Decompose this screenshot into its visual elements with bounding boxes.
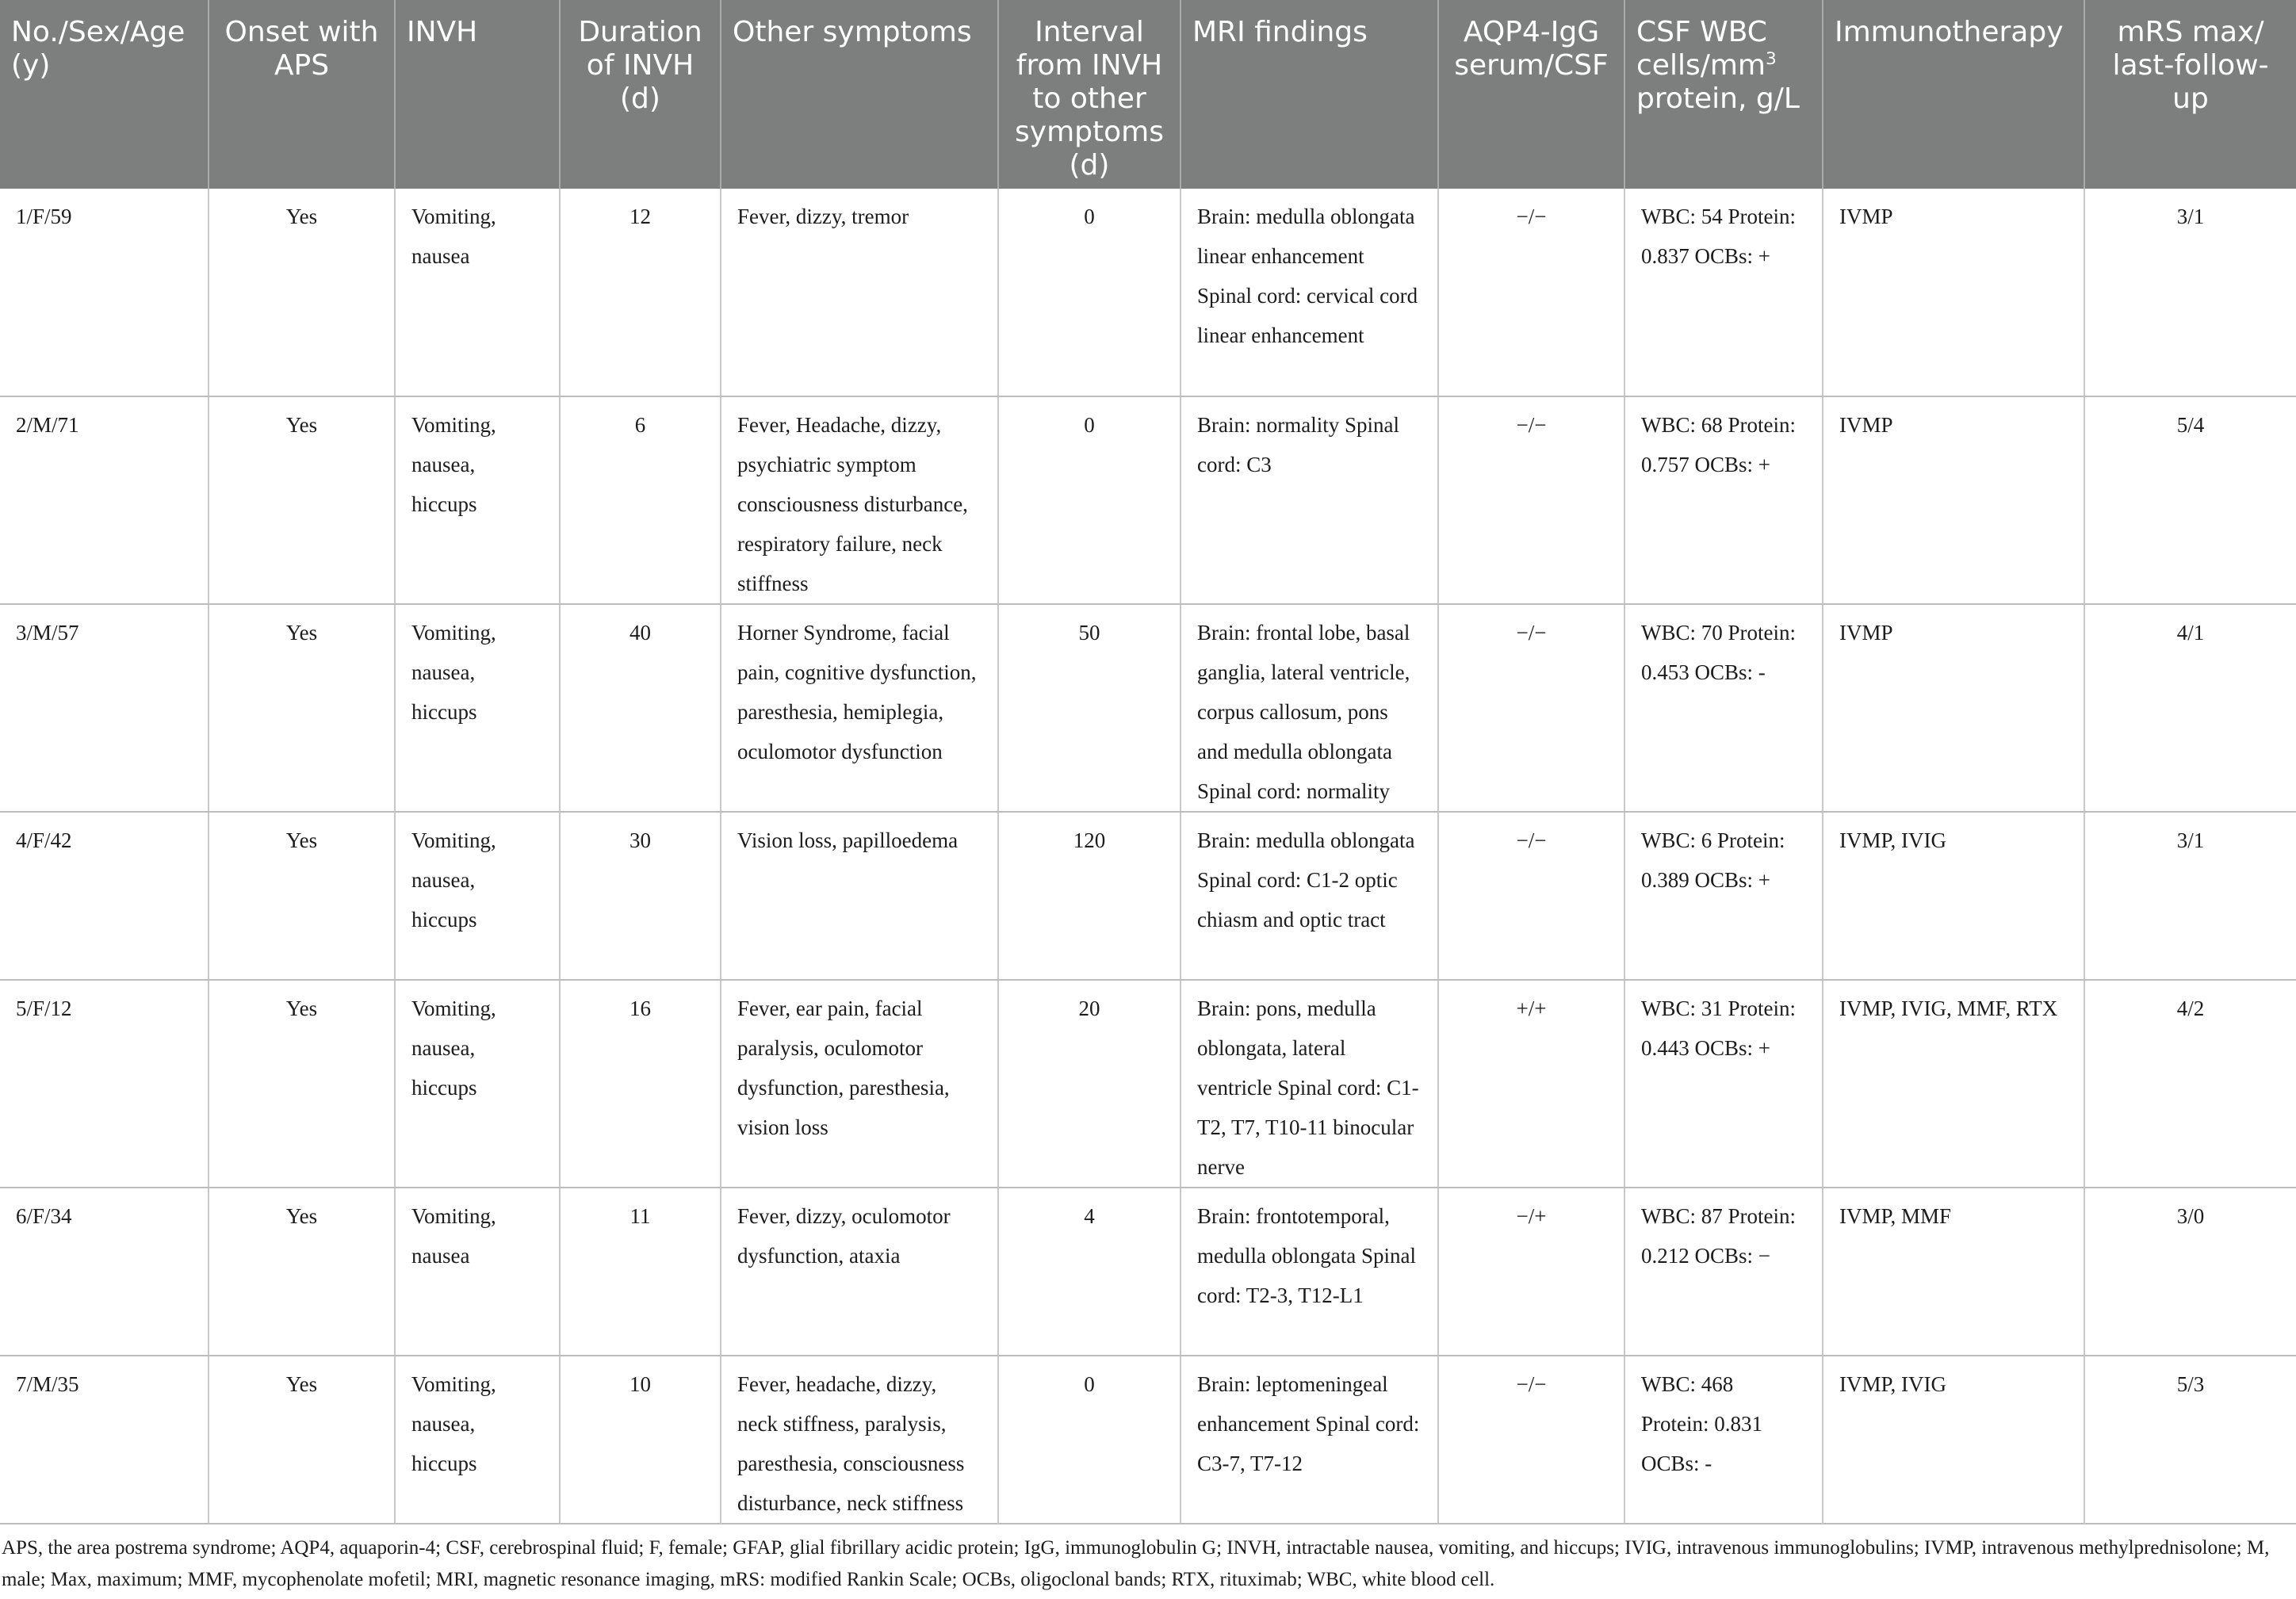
- cell-invh: Vomiting, nausea, hiccups: [395, 604, 560, 812]
- cell-no-sex-age: 3/M/57: [0, 604, 209, 812]
- cell-mrs: 3/1: [2084, 812, 2296, 980]
- cell-immunotherapy: IVMP: [1823, 396, 2084, 604]
- cell-csf: WBC: 70 Protein: 0.453 OCBs: -: [1624, 604, 1823, 812]
- cell-invh: Vomiting, nausea, hiccups: [395, 396, 560, 604]
- cell-csf: WBC: 68 Protein: 0.757 OCBs: +: [1624, 396, 1823, 604]
- cell-csf: WBC: 87 Protein: 0.212 OCBs: −: [1624, 1188, 1823, 1356]
- cell-no-sex-age: 4/F/42: [0, 812, 209, 980]
- cell-csf: WBC: 54 Protein: 0.837 OCBs: +: [1624, 189, 1823, 396]
- col-header-mrs: mRS max/ last-follow-up: [2084, 0, 2296, 189]
- csf-header-tail: protein, g/L: [1636, 82, 1800, 115]
- cell-invh: Vomiting, nausea: [395, 1188, 560, 1356]
- cell-aqp4: −/−: [1438, 604, 1624, 812]
- cell-onset-aps: Yes: [209, 1356, 395, 1524]
- col-header-aqp4: AQP4-IgG serum/CSF: [1438, 0, 1624, 189]
- header-row: [0, 0, 2296, 189]
- cell-interval: 0: [998, 1356, 1181, 1524]
- cell-duration: 40: [560, 604, 721, 812]
- cell-no-sex-age: 5/F/12: [0, 980, 209, 1188]
- cell-duration: 6: [560, 396, 721, 604]
- cell-onset-aps: Yes: [209, 980, 395, 1188]
- table-row: [0, 1188, 2296, 1356]
- table-row: [0, 189, 2296, 396]
- csf-header-sup: 3: [1765, 49, 1777, 69]
- cell-mrs: 4/1: [2084, 604, 2296, 812]
- table-row: [0, 604, 2296, 812]
- cell-mri-findings: Brain: frontotemporal, medulla oblongata Spinal cord: T2-3, T12-L1: [1181, 1188, 1438, 1356]
- cell-duration: 30: [560, 812, 721, 980]
- cell-csf: WBC: 6 Protein: 0.389 OCBs: +: [1624, 812, 1823, 980]
- cell-no-sex-age: 6/F/34: [0, 1188, 209, 1356]
- csf-header-main: CSF WBC cells/mm: [1636, 16, 1767, 82]
- cell-immunotherapy: IVMP, MMF: [1823, 1188, 2084, 1356]
- cell-invh: Vomiting, nausea, hiccups: [395, 980, 560, 1188]
- cell-mrs: 3/0: [2084, 1188, 2296, 1356]
- table-row: [0, 980, 2296, 1188]
- cell-interval: 120: [998, 812, 1181, 980]
- cell-other-symptoms: Fever, dizzy, oculomotor dysfunction, ataxia: [721, 1188, 998, 1356]
- cell-mrs: 3/1: [2084, 189, 2296, 396]
- col-header-immunotherapy: Immunotherapy: [1823, 0, 2084, 189]
- cell-immunotherapy: IVMP, IVIG: [1823, 1356, 2084, 1524]
- cell-csf: WBC: 31 Protein: 0.443 OCBs: +: [1624, 980, 1823, 1188]
- col-header-other-symptoms: Other symptoms: [721, 0, 998, 189]
- cell-onset-aps: Yes: [209, 189, 395, 396]
- cell-onset-aps: Yes: [209, 812, 395, 980]
- cell-invh: Vomiting, nausea, hiccups: [395, 1356, 560, 1524]
- cell-mri-findings: Brain: pons, medulla oblongata, lateral ventricle Spinal cord: C1-T2, T7, T10-11 binocular nerve: [1181, 980, 1438, 1188]
- cell-other-symptoms: Fever, headache, dizzy, neck stiffness, paralysis, paresthesia, consciousness disturbance, neck stiffness: [721, 1356, 998, 1524]
- col-header-mri: MRI findings: [1181, 0, 1438, 189]
- cell-onset-aps: Yes: [209, 604, 395, 812]
- cell-onset-aps: Yes: [209, 1188, 395, 1356]
- cell-mri-findings: Brain: frontal lobe, basal ganglia, lateral ventricle, corpus callosum, pons and medulla oblongata Spinal cord: normality: [1181, 604, 1438, 812]
- cell-mri-findings: Brain: normality Spinal cord: C3: [1181, 396, 1438, 604]
- cell-invh: Vomiting, nausea: [395, 189, 560, 396]
- table-row: [0, 1356, 2296, 1524]
- cell-onset-aps: Yes: [209, 396, 395, 604]
- cell-other-symptoms: Fever, ear pain, facial paralysis, oculomotor dysfunction, paresthesia, vision loss: [721, 980, 998, 1188]
- cell-aqp4: −/−: [1438, 1356, 1624, 1524]
- cell-duration: 12: [560, 189, 721, 396]
- cell-interval: 20: [998, 980, 1181, 1188]
- col-header-no-sex-age: No./Sex/Age (y): [0, 0, 209, 189]
- cell-mrs: 4/2: [2084, 980, 2296, 1188]
- cell-aqp4: −/−: [1438, 396, 1624, 604]
- col-header-csf: [1624, 0, 1823, 189]
- cell-no-sex-age: 7/M/35: [0, 1356, 209, 1524]
- cell-interval: 50: [998, 604, 1181, 812]
- cell-other-symptoms: Fever, dizzy, tremor: [721, 189, 998, 396]
- cell-mri-findings: Brain: leptomeningeal enhancement Spinal cord: C3-7, T7-12: [1181, 1356, 1438, 1524]
- cell-immunotherapy: IVMP, IVIG, MMF, RTX: [1823, 980, 2084, 1188]
- cell-invh: Vomiting, nausea, hiccups: [395, 812, 560, 980]
- cell-other-symptoms: Fever, Headache, dizzy, psychiatric symptom consciousness disturbance, respiratory failure, neck stiffness: [721, 396, 998, 604]
- cell-other-symptoms: Vision loss, papilloedema: [721, 812, 998, 980]
- cell-interval: 0: [998, 189, 1181, 396]
- cell-duration: 10: [560, 1356, 721, 1524]
- table-footnote: APS, the area postrema syndrome; AQP4, aquaporin-4; CSF, cerebrospinal fluid; F, female; GFAP, glial fibrillary acidic protein; IgG, immunoglobulin G; INVH, intractable nausea, vomiting, and hiccups; IVIG, intravenous immunoglobulins; IVMP, intravenous methylprednisolone; M, male; Max, maximum; MMF, mycophenolate mofetil; MRI, magnetic resonance imaging, mRS: modified Rankin Scale; OCBs, oligoclonal bands; RTX, rituximab; WBC, white blood cell.: [2, 1537, 2270, 1590]
- table-row: [0, 396, 2296, 604]
- cell-no-sex-age: 1/F/59: [0, 189, 209, 396]
- cell-mri-findings: Brain: medulla oblongata Spinal cord: C1-2 optic chiasm and optic tract: [1181, 812, 1438, 980]
- cell-aqp4: −/+: [1438, 1188, 1624, 1356]
- cell-immunotherapy: IVMP, IVIG: [1823, 812, 2084, 980]
- cell-aqp4: +/+: [1438, 980, 1624, 1188]
- cell-immunotherapy: IVMP: [1823, 604, 2084, 812]
- table-row: [0, 812, 2296, 980]
- cell-aqp4: −/−: [1438, 189, 1624, 396]
- cell-mrs: 5/3: [2084, 1356, 2296, 1524]
- cell-no-sex-age: 2/M/71: [0, 396, 209, 604]
- cell-duration: 11: [560, 1188, 721, 1356]
- col-header-onset-aps: Onset with APS: [209, 0, 395, 189]
- col-header-interval: Interval from INVH to other symptoms (d): [998, 0, 1181, 189]
- cell-immunotherapy: IVMP: [1823, 189, 2084, 396]
- cell-aqp4: −/−: [1438, 812, 1624, 980]
- cell-csf: WBC: 468 Protein: 0.831 OCBs: -: [1624, 1356, 1823, 1524]
- cell-interval: 4: [998, 1188, 1181, 1356]
- cell-mrs: 5/4: [2084, 396, 2296, 604]
- col-header-duration: Duration of INVH (d): [560, 0, 721, 189]
- cell-duration: 16: [560, 980, 721, 1188]
- cell-interval: 0: [998, 396, 1181, 604]
- cell-mri-findings: Brain: medulla oblongata linear enhancement Spinal cord: cervical cord linear enhancement: [1181, 189, 1438, 396]
- cell-other-symptoms: Horner Syndrome, facial pain, cognitive dysfunction, paresthesia, hemiplegia, oculomotor dysfunction: [721, 604, 998, 812]
- col-header-invh: INVH: [395, 0, 560, 189]
- table-body: [0, 189, 2296, 1524]
